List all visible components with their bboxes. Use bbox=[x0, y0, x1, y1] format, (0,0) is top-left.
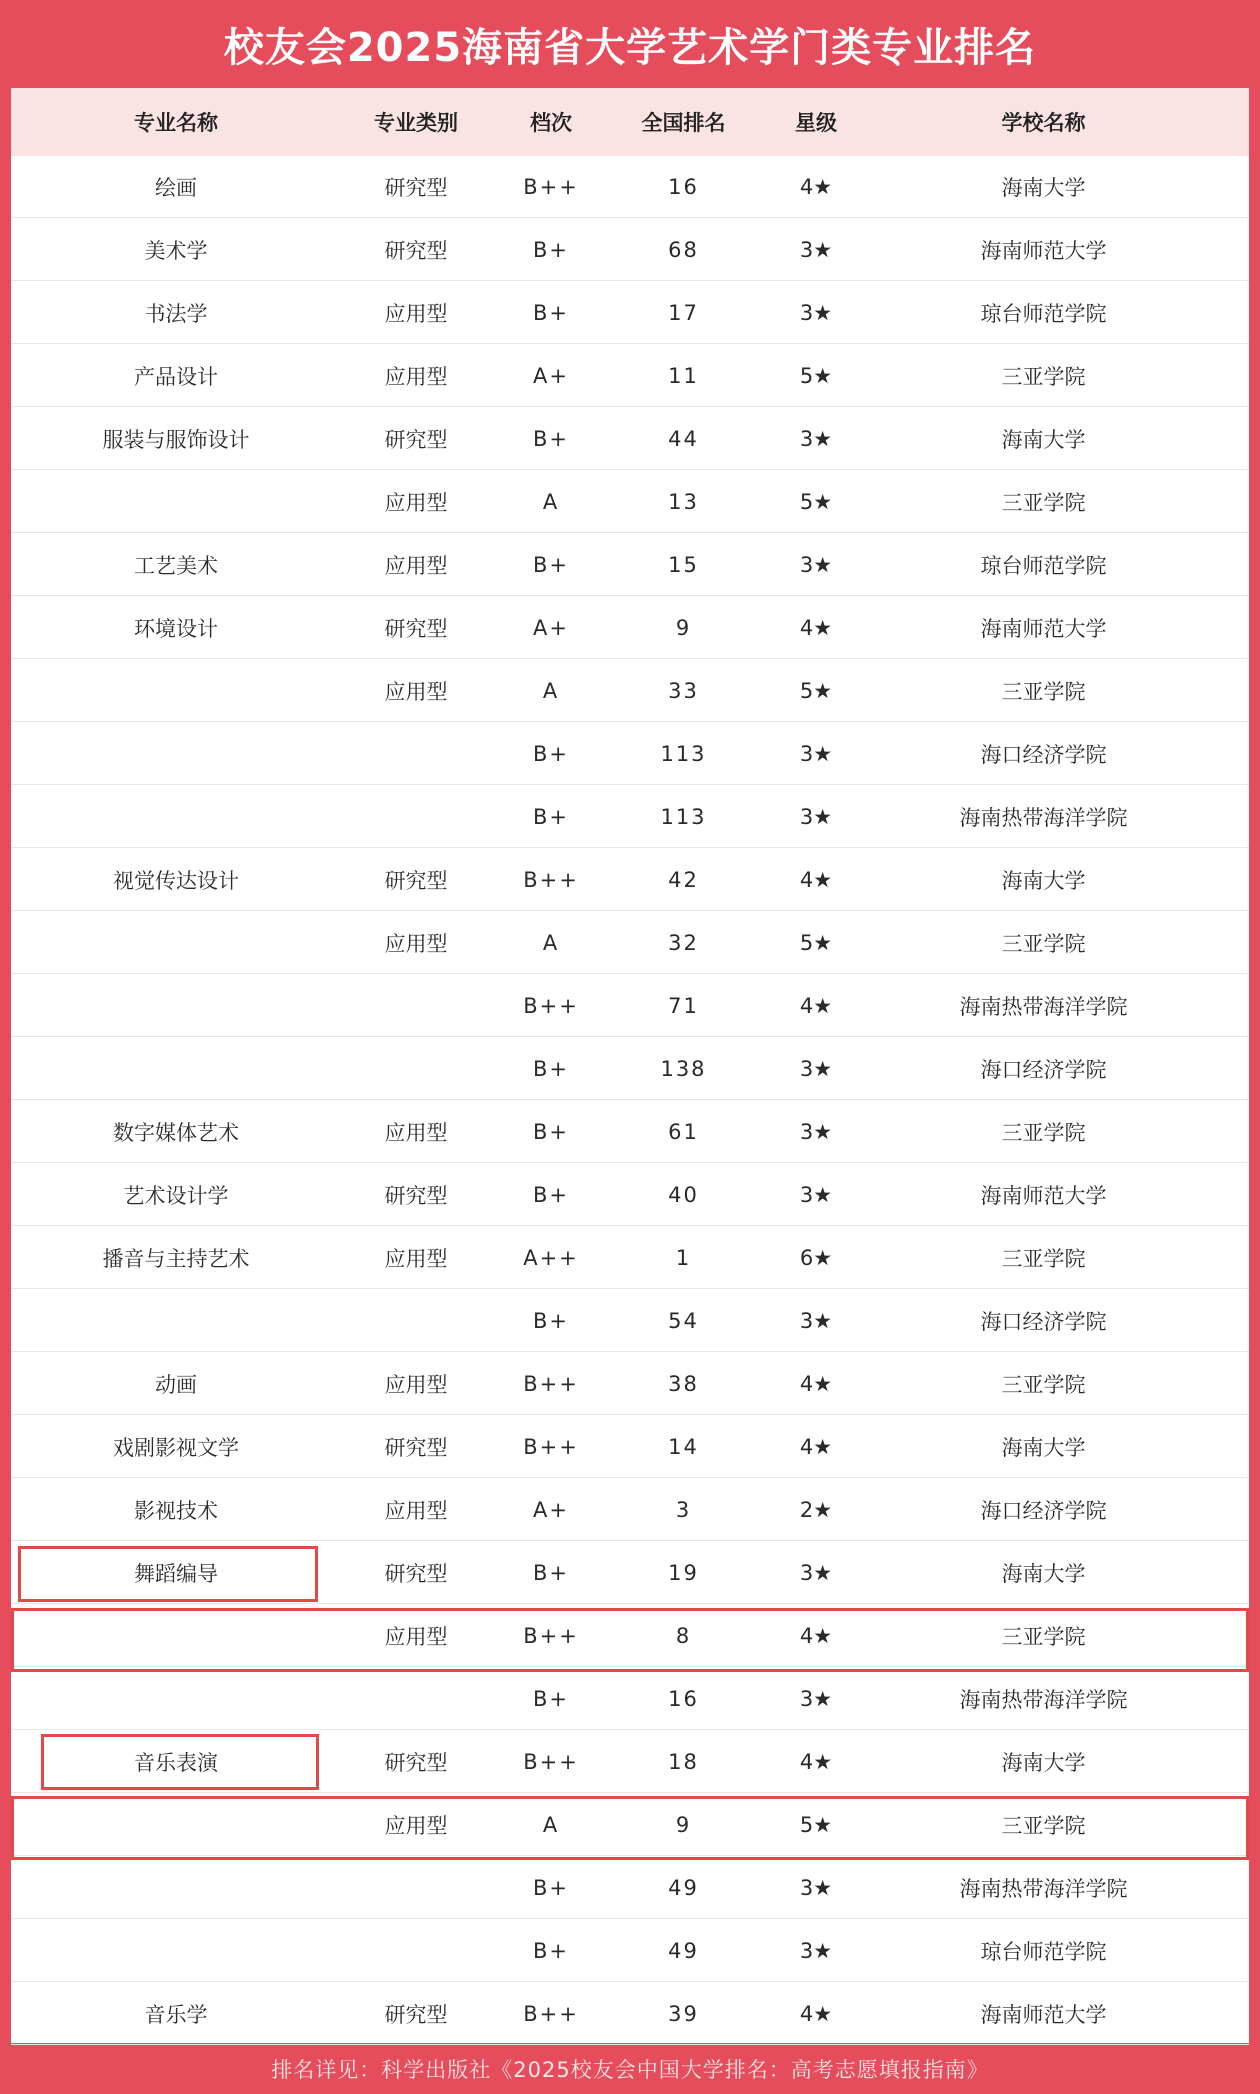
header-school: 学校名称 bbox=[1001, 111, 1086, 135]
cell-grade: A bbox=[542, 1812, 560, 1837]
cell-rank: 32 bbox=[668, 930, 699, 955]
cell-rank: 44 bbox=[668, 426, 699, 451]
cell-major: 书法学 bbox=[144, 301, 208, 326]
cell-stars: 5★ bbox=[799, 489, 833, 514]
cell-type: 应用型 bbox=[384, 679, 448, 704]
cell-grade: B+ bbox=[532, 1056, 569, 1081]
table-row bbox=[11, 1101, 1249, 1163]
table-row bbox=[11, 1353, 1249, 1415]
table-row bbox=[11, 1605, 1249, 1667]
cell-major bbox=[11, 660, 341, 721]
table-row bbox=[11, 534, 1249, 596]
cell-type: 应用型 bbox=[384, 931, 448, 956]
cell-rank: 113 bbox=[660, 741, 707, 766]
cell-type: 应用型 bbox=[384, 364, 448, 389]
cell-grade: B++ bbox=[523, 1749, 579, 1774]
table-row bbox=[11, 1542, 1249, 1604]
cell-grade: B++ bbox=[523, 1371, 579, 1396]
header-stars: 星级 bbox=[795, 111, 837, 135]
cell-major bbox=[11, 1668, 341, 1729]
cell-rank: 8 bbox=[675, 1623, 692, 1648]
cell-rank: 18 bbox=[668, 1749, 699, 1774]
table-row bbox=[11, 1290, 1249, 1352]
cell-rank: 11 bbox=[668, 363, 699, 388]
cell-school: 琼台师范学院 bbox=[980, 1939, 1107, 1964]
cell-school: 海南师范大学 bbox=[980, 616, 1107, 641]
cell-type: 研究型 bbox=[384, 868, 448, 893]
table-row bbox=[11, 1983, 1249, 2045]
header-major: 专业名称 bbox=[134, 111, 218, 135]
cell-grade: A+ bbox=[533, 363, 569, 388]
cell-school: 海南热带海洋学院 bbox=[959, 1687, 1128, 1712]
cell-stars: 4★ bbox=[799, 1749, 833, 1774]
cell-grade: B+ bbox=[532, 741, 569, 766]
cell-rank: 38 bbox=[668, 1371, 699, 1396]
header-type: 专业类别 bbox=[374, 111, 458, 135]
cell-school: 海南师范大学 bbox=[980, 238, 1107, 263]
cell-stars: 4★ bbox=[799, 174, 833, 199]
cell-major: 美术学 bbox=[144, 238, 208, 263]
table-row bbox=[11, 219, 1249, 281]
table-row bbox=[11, 408, 1249, 470]
cell-school: 海口经济学院 bbox=[980, 1309, 1107, 1334]
cell-stars: 4★ bbox=[799, 2001, 833, 2026]
cell-stars: 4★ bbox=[799, 1434, 833, 1459]
cell-major bbox=[11, 912, 341, 973]
cell-school: 海口经济学院 bbox=[980, 742, 1107, 767]
cell-grade: B+ bbox=[532, 1875, 569, 1900]
cell-major bbox=[11, 1038, 341, 1099]
cell-school: 海南师范大学 bbox=[980, 1183, 1107, 1208]
cell-rank: 138 bbox=[660, 1056, 707, 1081]
cell-grade: A bbox=[542, 930, 560, 955]
cell-school: 三亚学院 bbox=[1001, 1120, 1086, 1145]
cell-major: 服装与服饰设计 bbox=[102, 427, 250, 452]
table-row bbox=[11, 786, 1249, 848]
cell-stars: 3★ bbox=[799, 1056, 833, 1081]
cell-grade: B++ bbox=[523, 174, 579, 199]
cell-major bbox=[11, 1857, 341, 1918]
cell-type: 应用型 bbox=[384, 553, 448, 578]
cell-type: 应用型 bbox=[384, 490, 448, 515]
cell-stars: 3★ bbox=[799, 1560, 833, 1585]
cell-rank: 17 bbox=[668, 300, 699, 325]
cell-school: 海南大学 bbox=[1001, 427, 1086, 452]
cell-type: 研究型 bbox=[384, 2002, 448, 2027]
cell-rank: 71 bbox=[668, 993, 699, 1018]
cell-grade: B+ bbox=[532, 804, 569, 829]
table-row bbox=[11, 1038, 1249, 1100]
table-row bbox=[11, 1227, 1249, 1289]
cell-stars: 3★ bbox=[799, 300, 833, 325]
cell-major: 工艺美术 bbox=[134, 553, 218, 578]
cell-stars: 3★ bbox=[799, 1938, 833, 1963]
cell-type: 应用型 bbox=[384, 1813, 448, 1838]
cell-stars: 4★ bbox=[799, 867, 833, 892]
header-grade: 档次 bbox=[530, 111, 572, 135]
cell-type bbox=[341, 1920, 491, 1981]
cell-school: 海南热带海洋学院 bbox=[959, 805, 1128, 830]
cell-major: 视觉传达设计 bbox=[113, 868, 239, 893]
cell-stars: 3★ bbox=[799, 1308, 833, 1333]
cell-major bbox=[11, 471, 341, 532]
cell-rank: 33 bbox=[668, 678, 699, 703]
cell-grade: B+ bbox=[532, 1560, 569, 1585]
table-row bbox=[11, 471, 1249, 533]
cell-type: 应用型 bbox=[384, 1120, 448, 1145]
cell-rank: 61 bbox=[668, 1119, 699, 1144]
cell-type: 研究型 bbox=[384, 616, 448, 641]
table-row bbox=[11, 1479, 1249, 1541]
cell-major bbox=[11, 1794, 341, 1855]
cell-type: 应用型 bbox=[384, 1372, 448, 1397]
cell-grade: A+ bbox=[533, 615, 569, 640]
cell-major: 绘画 bbox=[155, 175, 197, 200]
cell-type: 研究型 bbox=[384, 175, 448, 200]
cell-grade: B+ bbox=[532, 426, 569, 451]
cell-stars: 4★ bbox=[799, 1623, 833, 1648]
cell-stars: 3★ bbox=[799, 426, 833, 451]
cell-school: 海南大学 bbox=[1001, 1750, 1086, 1775]
cell-type bbox=[341, 786, 491, 847]
cell-school: 海口经济学院 bbox=[980, 1057, 1107, 1082]
cell-stars: 3★ bbox=[799, 741, 833, 766]
cell-school: 三亚学院 bbox=[1001, 1624, 1086, 1649]
table-row bbox=[11, 345, 1249, 407]
cell-grade: B++ bbox=[523, 2001, 579, 2026]
cell-type: 研究型 bbox=[384, 1750, 448, 1775]
cell-school: 三亚学院 bbox=[1001, 931, 1086, 956]
cell-school: 海南大学 bbox=[1001, 868, 1086, 893]
cell-type: 应用型 bbox=[384, 1498, 448, 1523]
cell-school: 海南热带海洋学院 bbox=[959, 1876, 1128, 1901]
cell-rank: 49 bbox=[668, 1938, 699, 1963]
cell-stars: 4★ bbox=[799, 615, 833, 640]
cell-rank: 9 bbox=[675, 1812, 692, 1837]
cell-rank: 54 bbox=[668, 1308, 699, 1333]
cell-rank: 14 bbox=[668, 1434, 699, 1459]
cell-rank: 39 bbox=[668, 2001, 699, 2026]
table-row bbox=[11, 660, 1249, 722]
cell-grade: A bbox=[542, 489, 560, 514]
cell-type: 研究型 bbox=[384, 238, 448, 263]
table-row bbox=[11, 1668, 1249, 1730]
cell-major: 戏剧影视文学 bbox=[113, 1435, 239, 1460]
cell-major bbox=[11, 786, 341, 847]
cell-stars: 3★ bbox=[799, 804, 833, 829]
cell-school: 三亚学院 bbox=[1001, 1246, 1086, 1271]
cell-stars: 2★ bbox=[799, 1497, 833, 1522]
table-row bbox=[11, 156, 1249, 218]
table-row bbox=[11, 975, 1249, 1037]
cell-stars: 3★ bbox=[799, 1182, 833, 1207]
cell-major: 动画 bbox=[155, 1372, 197, 1397]
cell-grade: B+ bbox=[532, 300, 569, 325]
cell-school: 海南大学 bbox=[1001, 1435, 1086, 1460]
cell-major: 音乐学 bbox=[144, 2002, 208, 2027]
cell-school: 琼台师范学院 bbox=[980, 301, 1107, 326]
cell-rank: 113 bbox=[660, 804, 707, 829]
table-row bbox=[11, 912, 1249, 974]
table-row bbox=[11, 1920, 1249, 1982]
cell-type bbox=[341, 1668, 491, 1729]
table-row bbox=[11, 282, 1249, 344]
cell-grade: B+ bbox=[532, 1308, 569, 1333]
cell-rank: 68 bbox=[668, 237, 699, 262]
cell-stars: 4★ bbox=[799, 1371, 833, 1396]
cell-stars: 3★ bbox=[799, 552, 833, 577]
table-row bbox=[11, 597, 1249, 659]
cell-stars: 5★ bbox=[799, 1812, 833, 1837]
cell-school: 海南热带海洋学院 bbox=[959, 994, 1128, 1019]
cell-stars: 3★ bbox=[799, 1119, 833, 1144]
cell-major bbox=[11, 1605, 341, 1666]
page-title: 校友会2025海南省大学艺术学门类专业排名 bbox=[223, 24, 1037, 71]
cell-type: 应用型 bbox=[384, 1624, 448, 1649]
cell-major: 数字媒体艺术 bbox=[113, 1120, 239, 1145]
cell-rank: 13 bbox=[668, 489, 699, 514]
cell-type: 研究型 bbox=[384, 1183, 448, 1208]
table-row bbox=[11, 849, 1249, 911]
cell-rank: 19 bbox=[668, 1560, 699, 1585]
cell-rank: 49 bbox=[668, 1875, 699, 1900]
table-body bbox=[11, 156, 1249, 2046]
cell-rank: 40 bbox=[668, 1182, 699, 1207]
cell-type bbox=[341, 1038, 491, 1099]
ranking-table bbox=[11, 88, 1249, 2043]
source-footnote: 排名详见：科学出版社《2025校友会中国大学排名：高考志愿填报指南》 bbox=[271, 2057, 989, 2082]
cell-major: 音乐表演 bbox=[134, 1750, 218, 1775]
cell-rank: 42 bbox=[668, 867, 699, 892]
cell-type bbox=[341, 1290, 491, 1351]
cell-type: 研究型 bbox=[384, 1435, 448, 1460]
cell-type: 应用型 bbox=[384, 301, 448, 326]
cell-school: 三亚学院 bbox=[1001, 364, 1086, 389]
cell-school: 海南师范大学 bbox=[980, 2002, 1107, 2027]
cell-type bbox=[341, 1857, 491, 1918]
cell-type: 研究型 bbox=[384, 1561, 448, 1586]
cell-school: 三亚学院 bbox=[1001, 679, 1086, 704]
cell-school: 琼台师范学院 bbox=[980, 553, 1107, 578]
cell-major: 影视技术 bbox=[134, 1498, 218, 1523]
cell-rank: 1 bbox=[675, 1245, 692, 1270]
table-row bbox=[11, 723, 1249, 785]
cell-major bbox=[11, 723, 341, 784]
cell-major bbox=[11, 1920, 341, 1981]
cell-school: 海南大学 bbox=[1001, 175, 1086, 200]
cell-major: 舞蹈编导 bbox=[134, 1561, 218, 1586]
cell-stars: 6★ bbox=[799, 1245, 833, 1270]
cell-grade: B++ bbox=[523, 993, 579, 1018]
header-rank: 全国排名 bbox=[641, 111, 726, 135]
cell-grade: B+ bbox=[532, 1938, 569, 1963]
cell-stars: 5★ bbox=[799, 678, 833, 703]
table-row bbox=[11, 1164, 1249, 1226]
table-row bbox=[11, 1731, 1249, 1793]
cell-grade: A bbox=[542, 678, 560, 703]
cell-major bbox=[11, 975, 341, 1036]
cell-major bbox=[11, 1290, 341, 1351]
cell-rank: 9 bbox=[675, 615, 692, 640]
cell-grade: B+ bbox=[532, 1119, 569, 1144]
cell-grade: B+ bbox=[532, 552, 569, 577]
cell-stars: 3★ bbox=[799, 1686, 833, 1711]
cell-grade: A++ bbox=[523, 1245, 579, 1270]
cell-school: 三亚学院 bbox=[1001, 1372, 1086, 1397]
cell-grade: A+ bbox=[533, 1497, 569, 1522]
cell-grade: B+ bbox=[532, 1182, 569, 1207]
table-row bbox=[11, 1857, 1249, 1919]
cell-grade: B++ bbox=[523, 1623, 579, 1648]
cell-grade: B+ bbox=[532, 1686, 569, 1711]
cell-major: 环境设计 bbox=[134, 616, 218, 641]
cell-grade: B++ bbox=[523, 1434, 579, 1459]
cell-stars: 3★ bbox=[799, 237, 833, 262]
cell-school: 海南大学 bbox=[1001, 1561, 1086, 1586]
cell-school: 三亚学院 bbox=[1001, 1813, 1086, 1838]
cell-stars: 3★ bbox=[799, 1875, 833, 1900]
cell-type: 应用型 bbox=[384, 1246, 448, 1271]
cell-school: 海口经济学院 bbox=[980, 1498, 1107, 1523]
cell-stars: 4★ bbox=[799, 993, 833, 1018]
cell-rank: 3 bbox=[675, 1497, 692, 1522]
cell-rank: 16 bbox=[668, 1686, 699, 1711]
cell-type: 研究型 bbox=[384, 427, 448, 452]
cell-stars: 5★ bbox=[799, 363, 833, 388]
cell-grade: B++ bbox=[523, 867, 579, 892]
cell-type bbox=[341, 975, 491, 1036]
cell-stars: 5★ bbox=[799, 930, 833, 955]
cell-type bbox=[341, 723, 491, 784]
table-row bbox=[11, 1794, 1249, 1856]
cell-rank: 15 bbox=[668, 552, 699, 577]
cell-grade: B+ bbox=[532, 237, 569, 262]
cell-major: 艺术设计学 bbox=[123, 1183, 229, 1208]
cell-school: 三亚学院 bbox=[1001, 490, 1086, 515]
cell-major: 播音与主持艺术 bbox=[102, 1246, 250, 1271]
table-row bbox=[11, 1416, 1249, 1478]
cell-major: 产品设计 bbox=[134, 364, 218, 389]
cell-rank: 16 bbox=[668, 174, 699, 199]
table-header bbox=[11, 88, 1249, 156]
